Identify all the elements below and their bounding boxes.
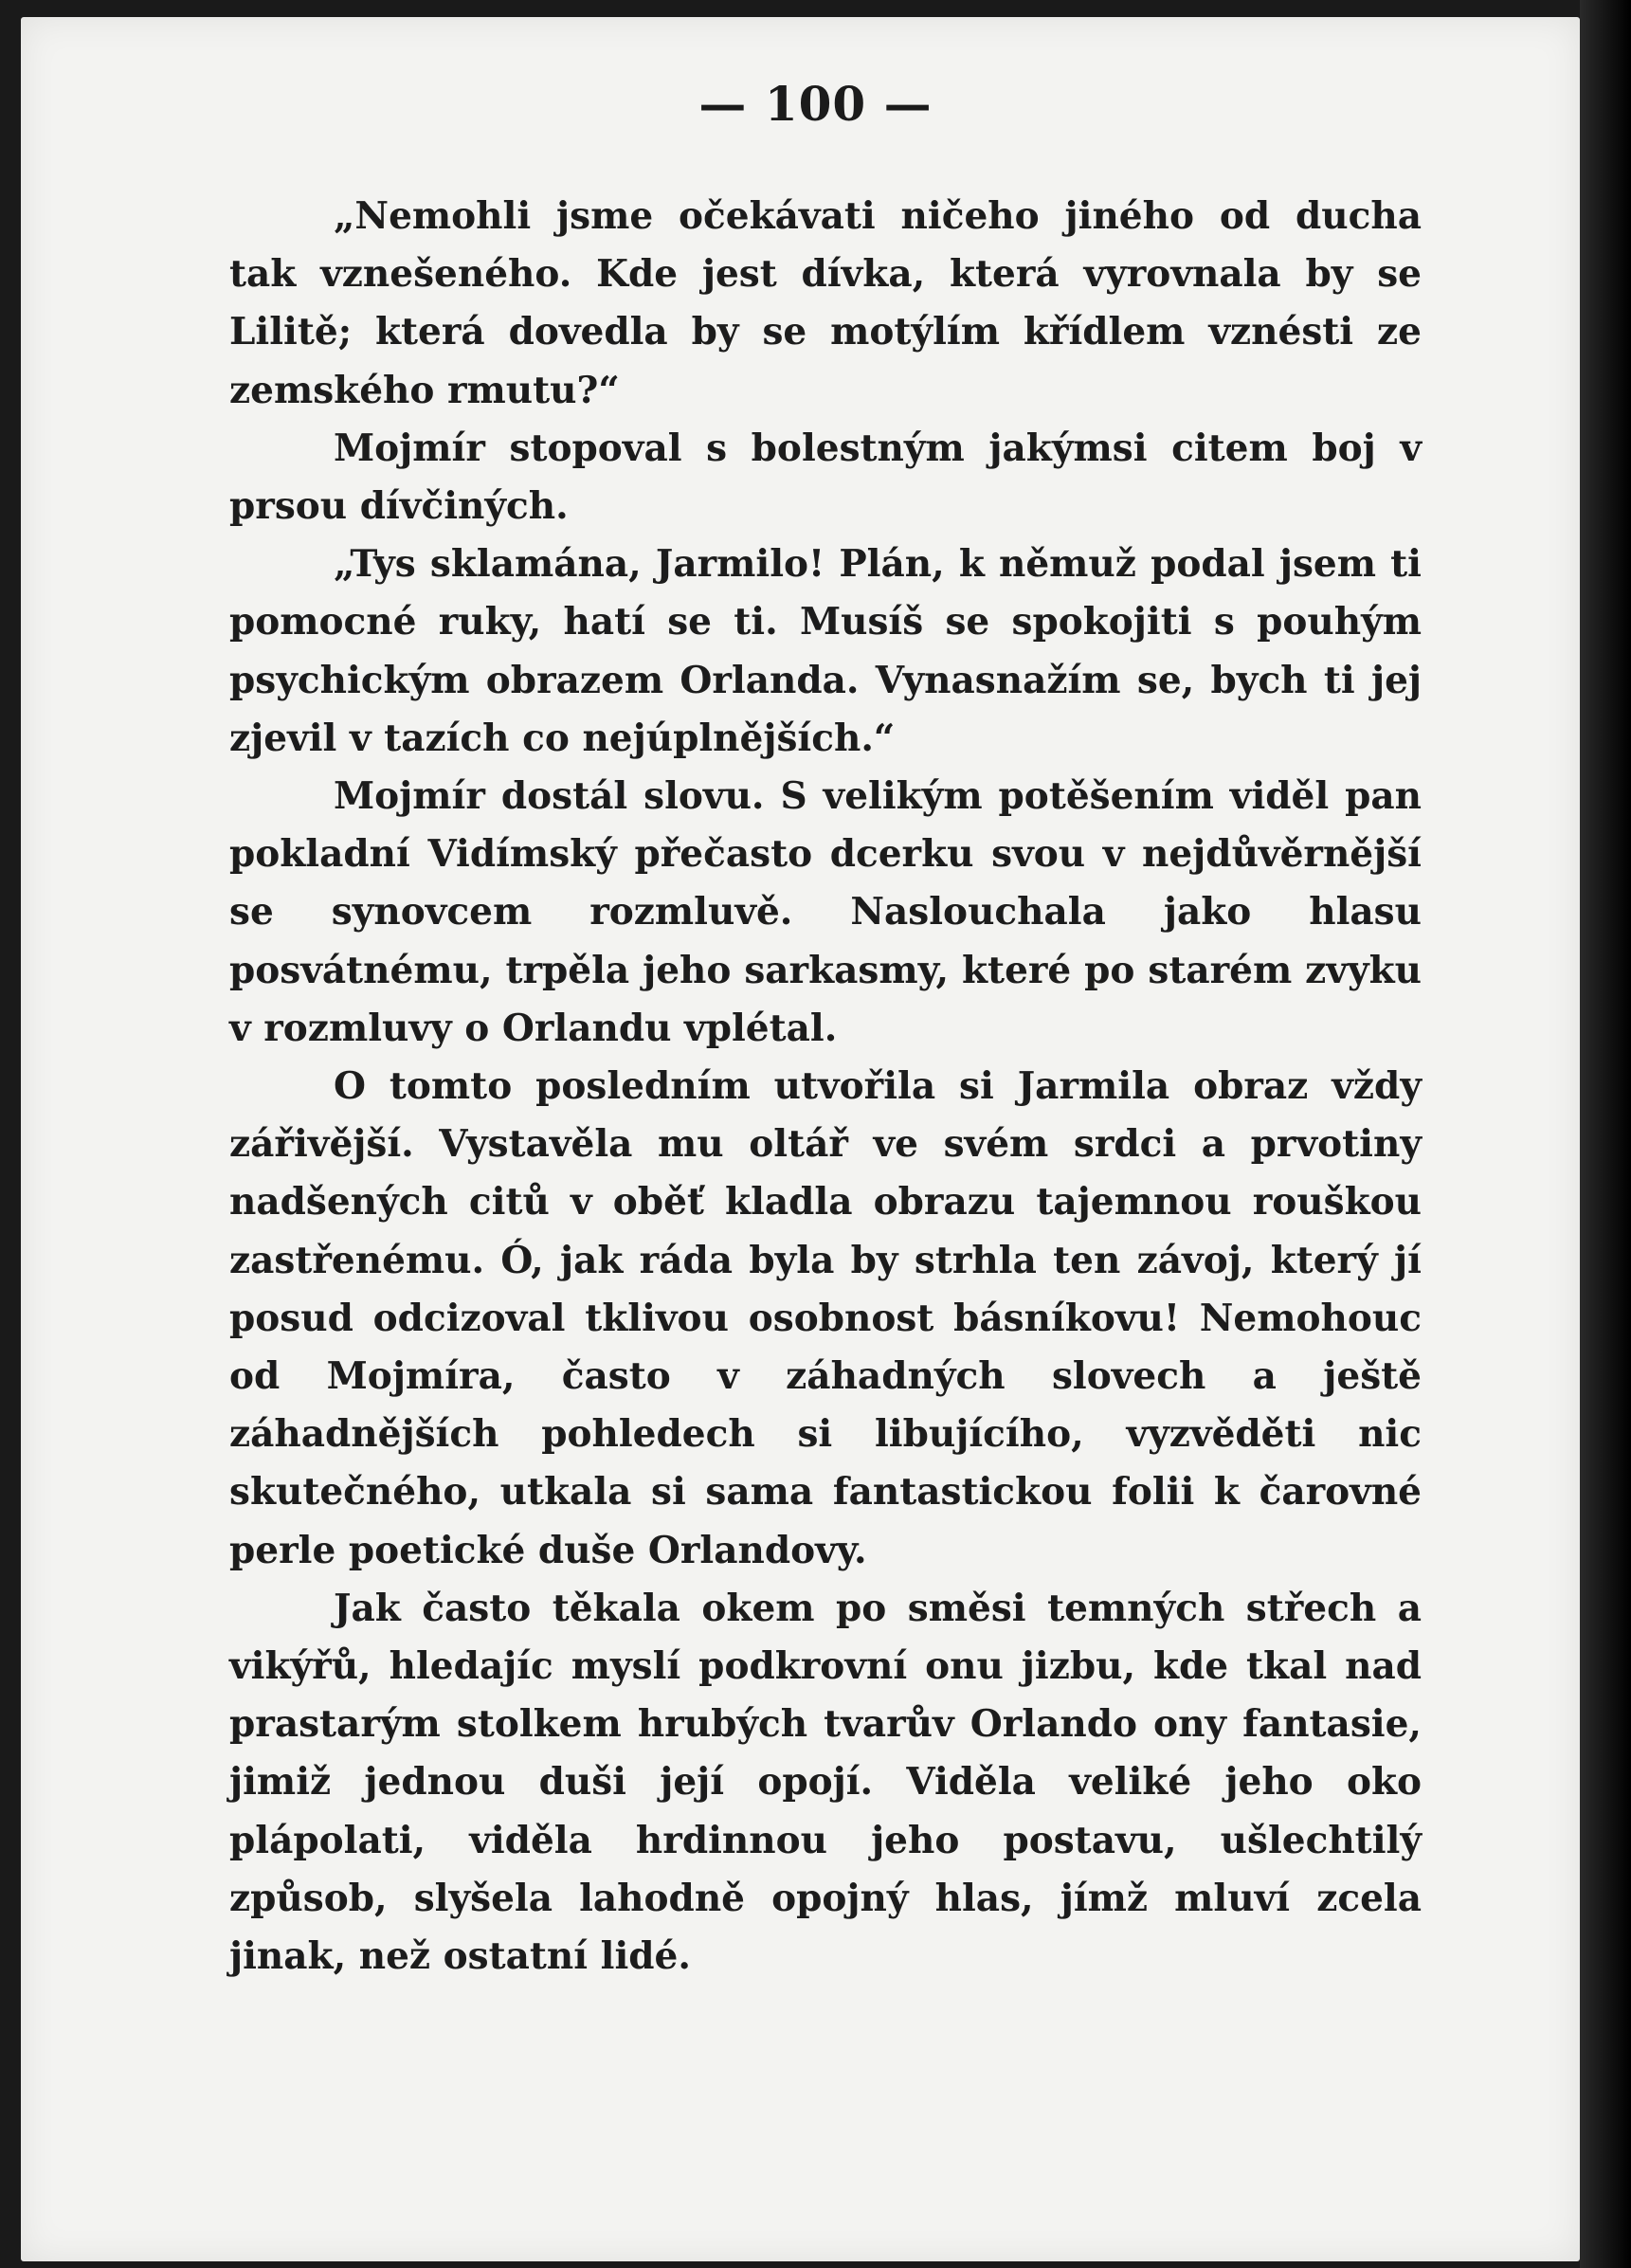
paragraph: Mojmír dostál slovu. S velikým potěšením viděl pan pokladní Vidímský přečasto dcerku svou v nejdůvěrnější se synovcem rozmluvě. Naslouchala jako hlasu posvátnému, trpěla jeho sarkasmy, které po starém zvyku v rozmluvy o Orlandu vplétal. <box>229 774 1422 1050</box>
paragraph: Mojmír stopoval s bolestným jakýmsi citem boj v prsou dívčiných. <box>229 426 1422 529</box>
paragraph: Jak často těkala okem po směsi temných střech a vikýřů, hledajíc myslí podkrovní onu jizbu, kde tkal nad prastarým stolkem hrubých tvarův Orlando ony fantasie, jimiž jednou duši její opojí. Viděla veliké jeho oko plápolati, viděla hrdinnou jeho postavu, ušlechtilý způsob, slyšela lahodně opojný hlas, jímž mluví zcela jinak, než ostatní lidé. <box>229 1586 1422 1979</box>
body-text <box>229 188 1422 1986</box>
paragraph: „Tys sklamána, Jarmilo! Plán, k němuž podal jsem ti pomocné ruky, hatí se ti. Musíš se spokojiti s pouhým psychickým obrazem Orlanda. Vynasnažím se, bych ti jej zjevil v tazích co nejúplnějších.“ <box>229 542 1422 760</box>
page-number: — 100 — <box>698 76 933 132</box>
paragraph: „Nemohli jsme očekávati ničeho jiného od ducha tak vznešeného. Kde jest dívka, která vyrovnala by se Lilitě; která dovedla by se motýlím křídlem vznésti ze zemského rmutu?“ <box>229 194 1422 412</box>
book-spine-edge <box>1580 0 1631 2268</box>
paragraph: O tomto posledním utvořila si Jarmila obraz vždy zářivější. Vystavěla mu oltář ve svém srdci a prvotiny nadšených citů v oběť kladla obrazu tajemnou rouškou zastřenému. Ó, jak ráda byla by strhla ten závoj, který jí posud odcizoval tklivou osobnost básníkovu! Nemohouc od Mojmíra, často v záhadných slovech a ještě záhadnějších pohledech si libujícího, vyzvěděti nic skutečného, utkala si sama fantastickou folii k čarovné perle poetické duše Orlandovy. <box>229 1064 1422 1572</box>
